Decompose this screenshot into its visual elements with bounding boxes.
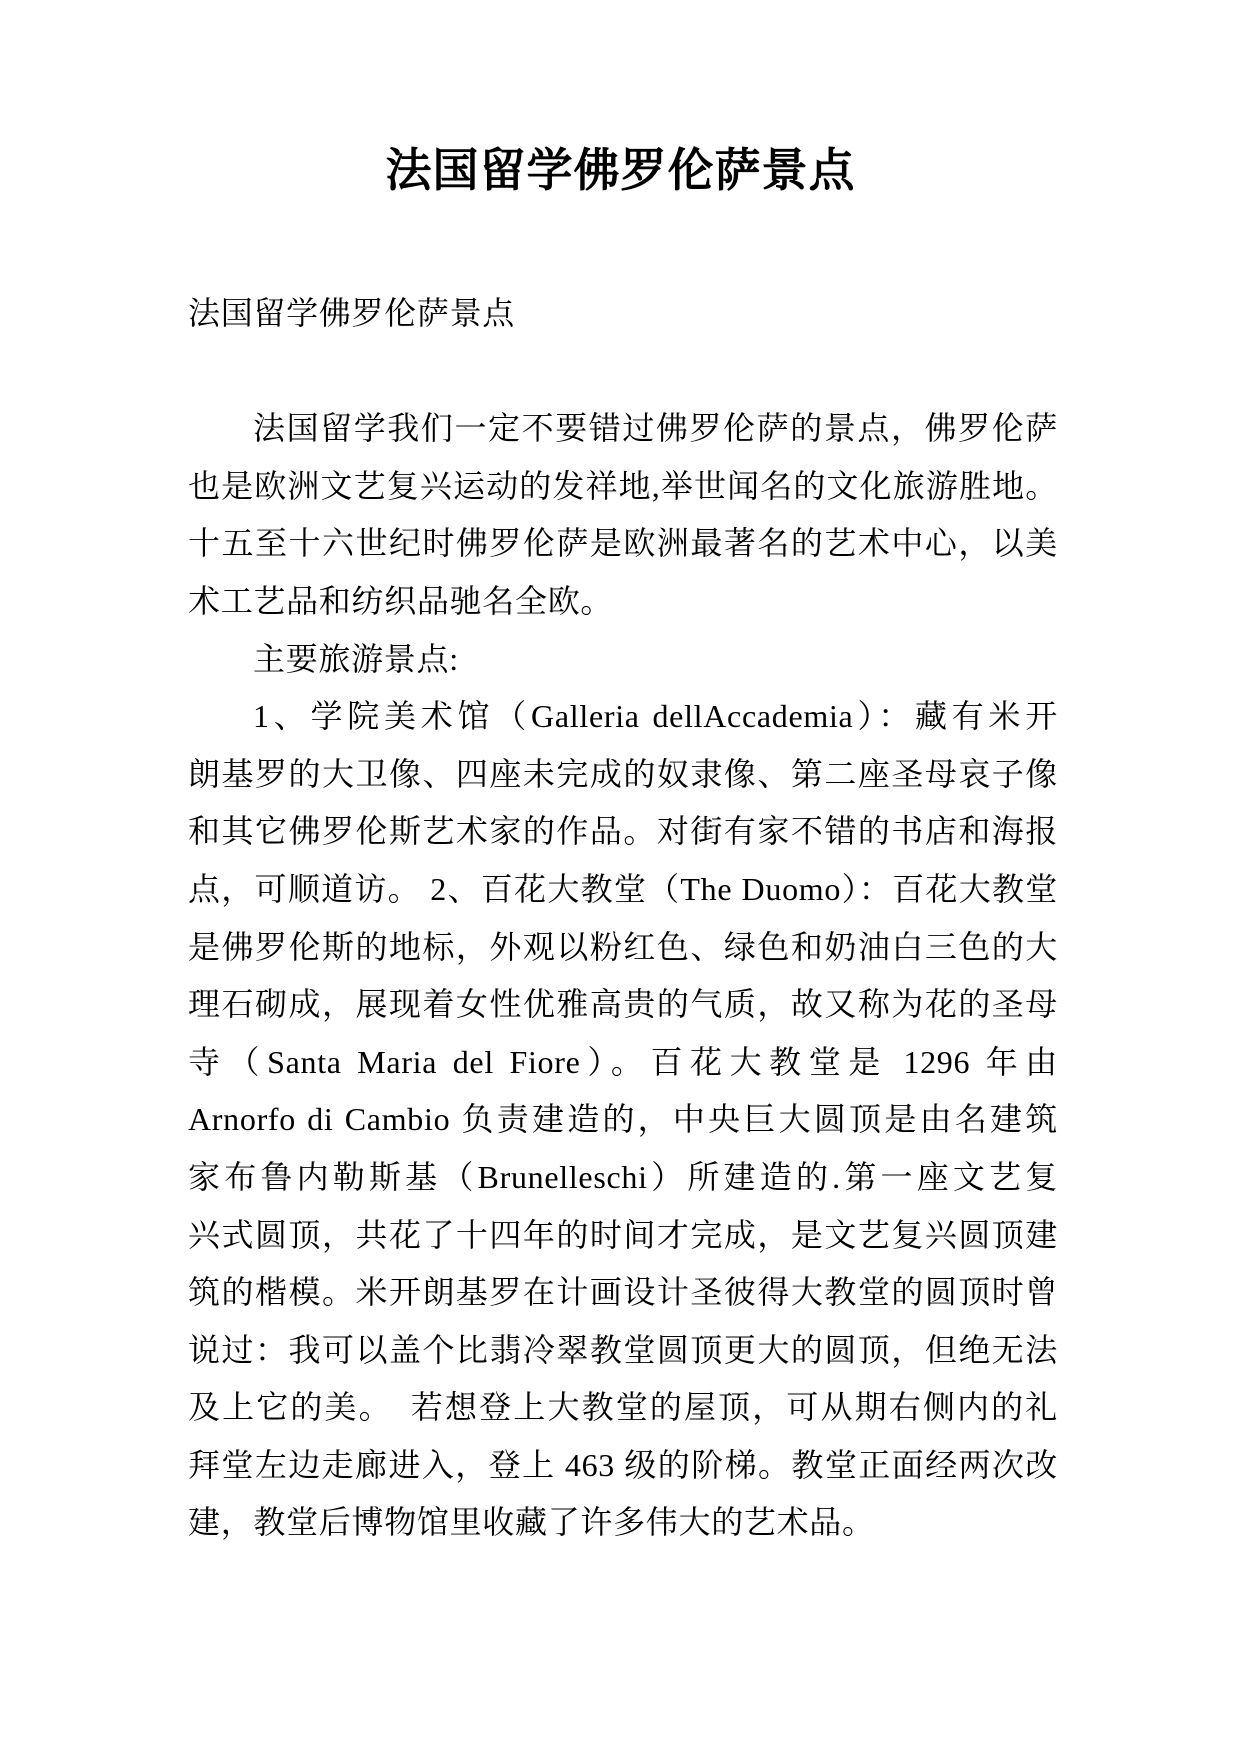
text-line: 1、学院美术馆（Galleria dellAccademia）：藏有米开 [253, 698, 1058, 735]
text-line: 主要旅游景点: [253, 640, 459, 677]
blank-line [188, 343, 1058, 401]
text-line: 家布鲁内勒斯基（Brunelleschi）所建造的.第一座文艺复 [188, 1158, 1058, 1195]
text-line: 点，可顺道访。 2、百花大教堂（The Duomo）：百花大教堂 [188, 870, 1058, 907]
text-line: 及上它的美。 若想登上大教堂的屋顶，可从期右侧内的礼 [188, 1389, 1058, 1426]
text-line: 兴式圆顶，共花了十四年的时间才完成，是文艺复兴圆顶建 [188, 1216, 1058, 1253]
paragraph [188, 688, 1058, 1552]
paragraph [188, 400, 1058, 630]
empty-paragraph [188, 343, 1058, 401]
text-line: 朗基罗的大卫像、四座未完成的奴隶像、第二座圣母哀子像 [188, 755, 1058, 792]
text-line: 说过：我可以盖个比翡冷翠教堂圆顶更大的圆顶，但绝无法 [188, 1331, 1058, 1368]
text-line: 是佛罗伦斯的地标，外观以粉红色、绿色和奶油白三色的大 [188, 928, 1058, 965]
text-line: 筑的楷模。米开朗基罗在计画设计圣彼得大教堂的圆顶时曾 [188, 1274, 1058, 1311]
document-body [0, 285, 1241, 1552]
paragraph [188, 285, 1058, 343]
text-line: 拜堂左边走廊进入，登上 463 级的阶梯。教堂正面经两次改 [188, 1446, 1058, 1483]
text-line: 和其它佛罗伦斯艺术家的作品。对街有家不错的书店和海报 [188, 813, 1058, 850]
paragraph [188, 631, 1058, 689]
text-line: 法国留学我们一定不要错过佛罗伦萨的景点，佛罗伦萨 [253, 410, 1058, 447]
text-line: 术工艺品和纺织品驰名全欧。 [188, 582, 614, 619]
text-line: 十五至十六世纪时佛罗伦萨是欧洲最著名的艺术中心，以美 [188, 525, 1058, 562]
text-line: 理石砌成，展现着女性优雅高贵的气质，故又称为花的圣母 [188, 986, 1058, 1023]
text-line: Arnorfo di Cambio 负责建造的，中央巨大圆顶是由名建筑 [188, 1101, 1058, 1138]
page-title: 法国留学佛罗伦萨景点 [385, 145, 856, 196]
text-line: 寺（Santa Maria del Fiore）。百花大教堂是 1296 年由 [188, 1043, 1058, 1080]
text-line: 建，教堂后博物馆里收藏了许多伟大的艺术品。 [188, 1504, 875, 1541]
text-line: 也是欧洲文艺复兴运动的发祥地,举世闻名的文化旅游胜地。 [188, 467, 1058, 504]
text-line: 法国留学佛罗伦萨景点 [188, 295, 516, 331]
